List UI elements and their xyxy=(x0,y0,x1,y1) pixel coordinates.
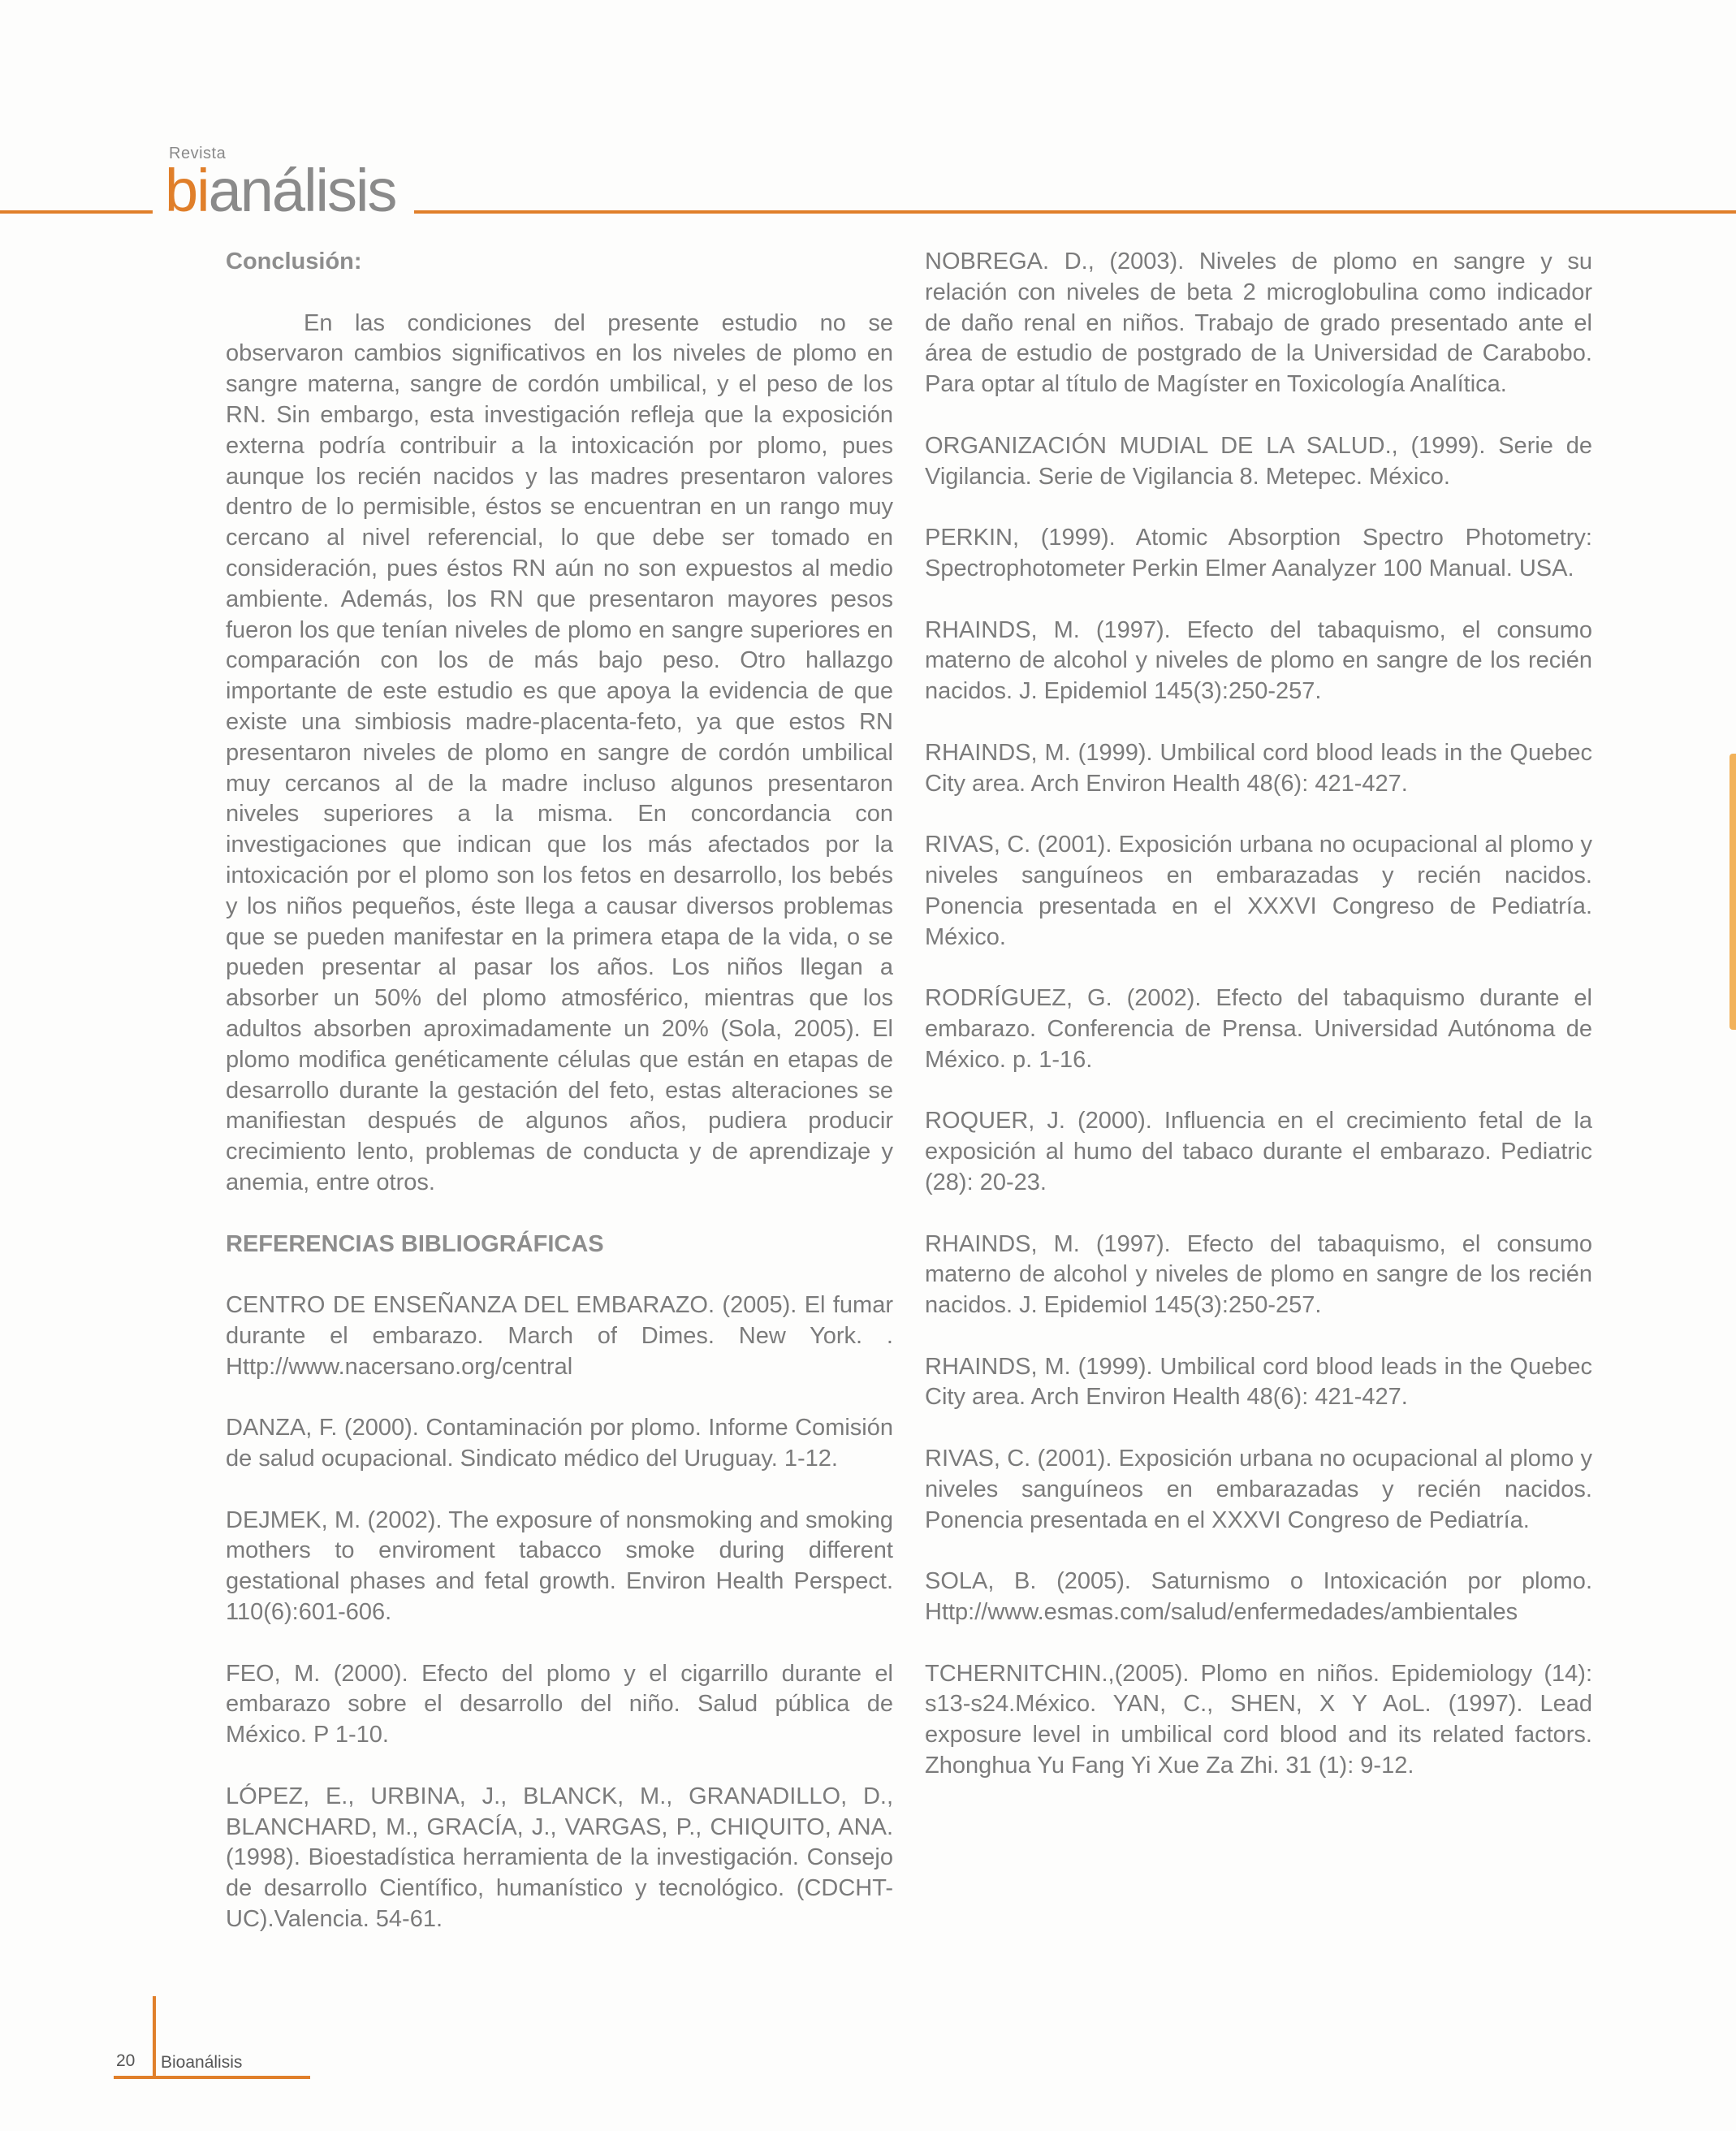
reference-item: FEO, M. (2000). Efecto del plomo y el cigarrillo durante el embarazo sobre el desarrollo del niño. Salud pública de México. P 1-10. xyxy=(226,1660,893,1748)
references-heading: REFERENCIAS BIBLIOGRÁFICAS xyxy=(226,1230,604,1257)
reference-item: RIVAS, C. (2001). Exposición urbana no ocupacional al plomo y niveles sanguíneos en embarazadas y recién nacidos. Ponencia presentada en el XXXVI Congreso de Pediatría. México. xyxy=(925,832,1592,950)
masthead xyxy=(0,0,1736,224)
reference-item: ROQUER, J. (2000). Influencia en el crecimiento fetal de la exposición al humo del tabaco durante el embarazo. Pediatric (28): 20-23. xyxy=(925,1108,1592,1195)
logo-rest-text: análisis xyxy=(208,157,396,224)
logo-accent-text: bi xyxy=(165,157,209,224)
conclusion-heading: Conclusión: xyxy=(226,249,362,274)
reference-item: RIVAS, C. (2001). Exposición urbana no ocupacional al plomo y niveles sanguíneos en embarazadas y recién nacidos. Ponencia presentada en el XXXVI Congreso de Pediatría. xyxy=(925,1446,1592,1533)
reference-item: PERKIN, (1999). Atomic Absorption Spectro Photometry: Spectrophotometer Perkin Elmer Aanalyzer 100 Manual. USA. xyxy=(925,525,1592,581)
header-rule-right xyxy=(414,210,1736,214)
reference-item: NOBREGA. D., (2003). Niveles de plomo en sangre y su relación con niveles de beta 2 microglobulina como indicador de daño renal en niños. Trabajo de grado presentado ante el área de estudio de postgrado de la Universidad de Carabobo. Para optar al título de Magíster en Toxicología Analítica. xyxy=(925,249,1592,398)
footer-rule-horizontal xyxy=(114,2076,310,2079)
reference-item: DEJMEK, M. (2002). The exposure of nonsmoking and smoking mothers to enviroment tabacco smoke during different gestational phases and fetal growth. Environ Health Perspect. 110(6):601-606. xyxy=(226,1506,893,1626)
journal-logo xyxy=(165,156,395,225)
reference-item: RHAINDS, M. (1999). Umbilical cord blood leads in the Quebec City area. Arch Environ Health 48(6): 421-427. xyxy=(925,739,1592,797)
reference-item: LÓPEZ, E., URBINA, J., BLANCK, M., GRANADILLO, D., BLANCHARD, M., GRACÍA, J., VARGAS, P., CHIQUITO, ANA. (1998). Bioestadística herramienta de la investigación. Consejo de desarrollo Científico, humanístico y tecnológico. (CDCHT-UC).Valencia. 54-61. xyxy=(226,1783,893,1933)
side-tab xyxy=(1730,754,1736,1030)
reference-item: RODRÍGUEZ, G. (2002). Efecto del tabaquismo durante el embarazo. Conferencia de Prensa. Universidad Autónoma de México. p. 1-16. xyxy=(925,985,1592,1073)
reference-item: ORGANIZACIÓN MUDIAL DE LA SALUD., (1999). Serie de Vigilancia. Serie de Vigilancia 8. Metepec. México. xyxy=(925,432,1592,490)
right-column xyxy=(925,247,1592,1782)
footer-rule-vertical xyxy=(153,1996,156,2079)
reference-item: RHAINDS, M. (1997). Efecto del tabaquismo, el consumo materno de alcohol y niveles de plomo en sangre de los recién nacidos. J. Epidemiol 145(3):250-257. xyxy=(925,616,1592,705)
page-number: 20 xyxy=(116,2051,136,2070)
footer-journal-name: Bioanálisis xyxy=(161,2053,243,2072)
reference-item: CENTRO DE ENSEÑANZA DEL EMBARAZO. (2005). El fumar durante el embarazo. March of Dimes. New York. . Http://www.nacersano.org/central xyxy=(226,1292,893,1380)
left-column xyxy=(226,247,893,1935)
reference-item: DANZA, F. (2000). Contaminación por plomo. Informe Comisión de salud ocupacional. Sindicato médico del Uruguay. 1-12. xyxy=(226,1415,893,1472)
reference-item: RHAINDS, M. (1999). Umbilical cord blood leads in the Quebec City area. Arch Environ Health 48(6): 421-427. xyxy=(925,1353,1592,1411)
header-rule-left xyxy=(0,210,153,214)
conclusion-paragraph: En las condiciones del presente estudio no se observaron cambios significativos en los niveles de plomo en sangre materna, sangre de cordón umbilical, y el peso de los RN. Sin embargo, esta investigación refleja que la exposición externa podría contribuir a la intoxicación por plomo, pues aunque los recién nacidos y las madres presentaron valores dentro de lo permisible, éstos se encuentran en un rango muy cercano al nivel referencial, lo que debe ser tomado en consideración, pues éstos RN aún no son expuestos al medio ambiente. Además, los RN que presentaron mayores pesos fueron los que tenían niveles de plomo en sangre superiores en comparación con los de más bajo peso. Otro hallazgo importante de este estudio es que apoya la evidencia de que existe una simbiosis madre-placenta-feto, ya que estos RN presentaron niveles de plomo en sangre de cordón umbilical muy cercanos al de la madre incluso algunos presentaron niveles superiores a la misma. En concordancia con investigaciones que indican que los más afectados por la intoxicación por el plomo son los fetos en desarrollo, los bebés y los niños pequeños, éste llega a causar diversos problemas que se pueden manifestar en la primera etapa de la vida, o se pueden presentar al pasar los años. Los niños llegan a absorber un 50% del plomo atmosférico, mientras que los adultos absorben aproximadamente un 20% (Sola, 2005). El plomo modifica genéticamente células que están en etapas de desarrollo durante la gestación del feto, estas alteraciones se manifiestan después de algunos años, pudiera producir crecimiento lento, problemas de conducta y de aprendizaje y anemia, entre otros. xyxy=(226,309,893,1195)
reference-item: TCHERNITCHIN.,(2005). Plomo en niños. Epidemiology (14): s13-s24.México. YAN, C., SHEN, X Y AoL. (1997). Lead exposure level in umbilical cord blood and its related factors. Zhonghua Yu Fang Yi Xue Za Zhi. 31 (1): 9-12. xyxy=(925,1660,1592,1779)
logo-small-label: Revista xyxy=(169,145,227,162)
reference-item: SOLA, B. (2005). Saturnismo o Intoxicación por plomo. Http://www.esmas.com/salud/enfermedades/ambientales xyxy=(925,1568,1592,1626)
reference-item: RHAINDS, M. (1997). Efecto del tabaquismo, el consumo materno de alcohol y niveles de plomo en sangre de los recién nacidos. J. Epidemiol 145(3):250-257. xyxy=(925,1230,1592,1319)
